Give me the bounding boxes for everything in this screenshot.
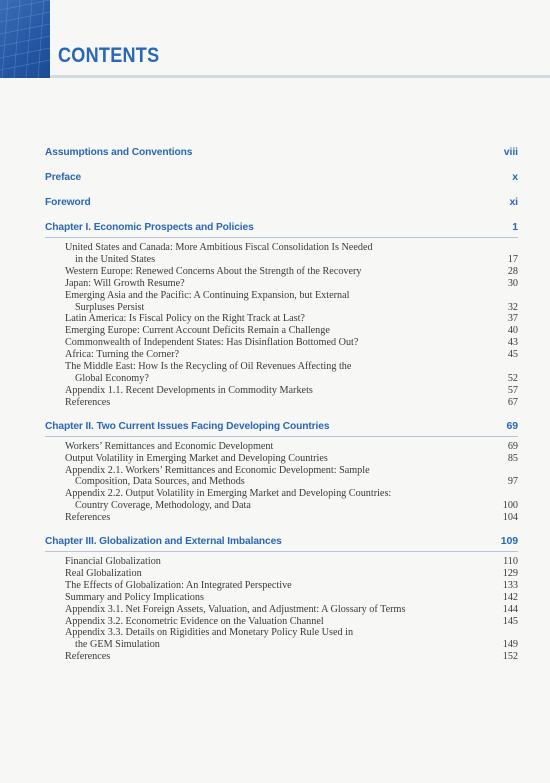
entry-page: xi [509, 196, 518, 208]
section-title [65, 278, 508, 290]
section-title-line1: Workers’ Remittances and Economic Development [65, 440, 274, 452]
section-entry[interactable] [65, 592, 518, 604]
section-title [65, 512, 503, 524]
section-list [45, 441, 518, 524]
section-entry[interactable] [65, 242, 518, 266]
section-entry[interactable] [65, 465, 518, 489]
section-page: 129 [502, 567, 518, 579]
section-title-line2: Country Coverage, Methodology, and Data [75, 500, 251, 512]
section-entry[interactable] [65, 556, 518, 568]
section-title [65, 385, 508, 397]
chapter-title: Chapter II. Two Current Issues Facing Developing Countries [45, 420, 330, 432]
section-entry[interactable] [65, 337, 518, 349]
section-title-line2: in the United States [75, 253, 156, 265]
section-title-line2: Global Economy? [75, 372, 149, 384]
section-entry[interactable] [65, 266, 518, 278]
section-title [65, 627, 503, 651]
section-entry[interactable] [65, 651, 518, 663]
section-entry[interactable] [65, 325, 518, 337]
section-list [45, 242, 518, 409]
page-title: CONTENTS [58, 44, 160, 67]
section-page: 69 [507, 440, 518, 452]
toc-entry[interactable] [45, 146, 518, 159]
section-entry[interactable] [65, 397, 518, 409]
chapter-list [45, 221, 518, 663]
section-page: 43 [507, 337, 518, 349]
section-title [65, 397, 508, 409]
section-title [65, 242, 508, 266]
section-entry[interactable] [65, 441, 518, 453]
header-rule [50, 75, 550, 78]
section-page: 133 [502, 579, 518, 591]
grid-pattern-icon [0, 0, 50, 78]
section-title [65, 465, 508, 489]
section-entry[interactable] [65, 290, 518, 314]
section-title [65, 616, 503, 628]
section-title-line1: Latin America: Is Fiscal Policy on the Right Track at Last? [65, 313, 305, 325]
section-page: 104 [502, 512, 518, 524]
corner-decoration [0, 0, 50, 78]
section-entry[interactable] [65, 488, 518, 512]
entry-title: Preface [45, 172, 82, 183]
section-title [65, 592, 503, 604]
section-title [65, 441, 508, 453]
section-page: 45 [507, 349, 518, 361]
section-page: 67 [507, 396, 518, 408]
section-title [65, 313, 508, 325]
section-title-line1: Appendix 3.1. Net Foreign Assets, Valuation, and Adjustment: A Glossary of Terms [65, 603, 406, 615]
section-page: 40 [507, 325, 518, 337]
section-title-line2: Composition, Data Sources, and Methods [75, 476, 245, 488]
section-page: 142 [502, 591, 518, 603]
section-title-line1: Emerging Asia and the Pacific: A Continuing Expansion, but External [65, 289, 350, 301]
section-title-line1: Japan: Will Growth Resume? [65, 277, 185, 289]
section-page: 145 [502, 615, 518, 627]
section-page: 17 [507, 253, 518, 265]
section-entry[interactable] [65, 313, 518, 325]
section-title [65, 266, 508, 278]
section-title-line1: References [65, 651, 111, 663]
section-title [65, 453, 508, 465]
chapter-heading[interactable] [45, 221, 518, 238]
section-title-line1: Real Globalization [65, 567, 142, 579]
section-title-line1: Appendix 3.2. Econometric Evidence on the Valuation Channel [65, 615, 324, 627]
chapter-page: 1 [512, 221, 518, 233]
section-title-line1: Appendix 1.1. Recent Developments in Commodity Markets [65, 384, 313, 396]
section-title-line1: The Middle East: How Is the Recycling of Oil Revenues Affecting the [65, 361, 352, 373]
section-entry[interactable] [65, 568, 518, 580]
section-page: 110 [503, 556, 518, 568]
section-title [65, 580, 503, 592]
chapter-heading[interactable] [45, 535, 518, 552]
section-page: 152 [502, 651, 518, 663]
section-entry[interactable] [65, 385, 518, 397]
section-page: 100 [502, 500, 518, 512]
chapter-title: Chapter III. Globalization and External Imbalances [45, 536, 282, 548]
table-of-contents [45, 146, 518, 674]
front-matter [45, 146, 518, 209]
section-title-line1: Africa: Turning the Corner? [65, 349, 180, 361]
section-title-line1: Output Volatility in Emerging Market and Developing Countries [65, 452, 328, 464]
section-page: 57 [507, 384, 518, 396]
entry-page: x [512, 171, 518, 183]
entry-page: viii [503, 146, 518, 158]
section-title-line1: Appendix 2.2. Output Volatility in Emerging Market and Developing Countries: [65, 488, 392, 500]
entry-title: Foreword [45, 197, 91, 208]
section-title [65, 290, 508, 314]
section-entry[interactable] [65, 627, 518, 651]
section-page: 52 [507, 372, 518, 384]
section-title-line1: Summary and Policy Implications [65, 591, 204, 603]
section-page: 30 [507, 277, 518, 289]
chapter-title: Chapter I. Economic Prospects and Policies [45, 222, 254, 233]
chapter-heading[interactable] [45, 420, 518, 437]
section-list [45, 556, 518, 663]
section-title-line1: Western Europe: Renewed Concerns About the Strength of the Recovery [65, 265, 362, 277]
section-title [65, 488, 503, 512]
chapter-page: 69 [506, 419, 518, 432]
section-page: 149 [502, 639, 518, 651]
section-title-line1: Appendix 2.1. Workers’ Remittances and Economic Development: Sample [65, 464, 370, 476]
section-title-line1: The Effects of Globalization: An Integrated Perspective [65, 579, 292, 591]
section-entry[interactable] [65, 616, 518, 628]
section-page: 144 [502, 603, 518, 615]
section-entry[interactable] [65, 361, 518, 385]
section-title-line1: References [65, 512, 111, 524]
section-title [65, 361, 508, 385]
section-title [65, 349, 508, 361]
section-entry[interactable] [65, 453, 518, 465]
section-entry[interactable] [65, 512, 518, 524]
section-title [65, 651, 503, 663]
section-entry[interactable] [65, 580, 518, 592]
section-title-line1: Financial Globalization [65, 556, 161, 568]
section-title-line1: References [65, 396, 111, 408]
section-page: 97 [507, 476, 518, 488]
section-title-line1: Emerging Europe: Current Account Deficits Remain a Challenge [65, 325, 330, 337]
section-title-line1: United States and Canada: More Ambitious Fiscal Consolidation Is Needed [65, 242, 373, 253]
entry-title: Assumptions and Conventions [45, 147, 193, 158]
section-title [65, 325, 508, 337]
section-title [65, 337, 508, 349]
section-entry[interactable] [65, 349, 518, 361]
section-page: 85 [507, 452, 518, 464]
chapter-page: 109 [500, 535, 518, 548]
section-title-line2: the GEM Simulation [75, 639, 160, 651]
section-page: 37 [507, 313, 518, 325]
section-title [65, 604, 503, 616]
toc-entry[interactable] [45, 171, 518, 184]
toc-entry[interactable] [45, 196, 518, 209]
section-title-line1: Appendix 3.3. Details on Rigidities and Monetary Policy Rule Used in [65, 627, 354, 639]
section-title-line2: Surpluses Persist [75, 301, 145, 313]
section-entry[interactable] [65, 604, 518, 616]
section-title [65, 556, 503, 568]
section-entry[interactable] [65, 278, 518, 290]
section-page: 32 [507, 301, 518, 313]
section-page: 28 [507, 265, 518, 277]
section-title [65, 568, 503, 580]
section-title-line1: Commonwealth of Independent States: Has Disinflation Bottomed Out? [65, 337, 359, 349]
